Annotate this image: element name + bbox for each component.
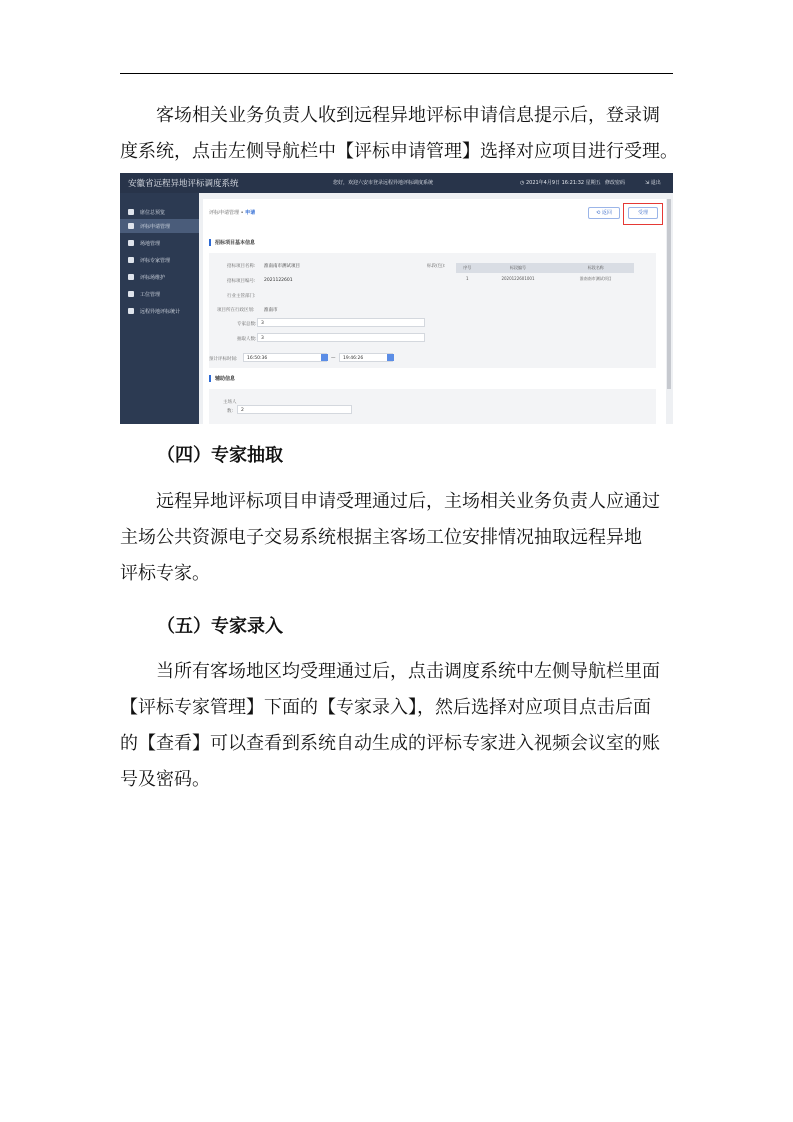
nav-item-venue-management[interactable]: 场地管理 [120, 236, 199, 250]
text-line: 度系统，点击左侧导航栏中【评标申请管理】选择对应项目进行受理。 [120, 141, 678, 162]
nav-item-seat-preview[interactable]: 席位总预览 [120, 205, 199, 219]
paragraph-expert-draw [120, 484, 673, 592]
column-header: 标段名称 [557, 263, 634, 273]
host-count-input[interactable]: 2 [237, 405, 352, 414]
nav-item-expert-management[interactable]: 评标专家管理 [120, 253, 199, 267]
section-title-aux-info: 辅助信息 [209, 375, 660, 382]
field-label: 行业主管部门: [227, 294, 256, 299]
field-label: 标段(包): [427, 264, 446, 269]
section-table [456, 263, 634, 284]
project-code-value: 2021122601 [264, 278, 293, 283]
nav-item-statistics[interactable]: 远程异地评标统计 [120, 304, 199, 318]
table-row[interactable] [456, 273, 634, 284]
text-line: 【评标专家管理】下面的【专家录入】，然后选择对应项目点击后面 [120, 697, 651, 718]
accept-button[interactable]: 受理 [628, 207, 658, 219]
end-time-input[interactable]: 19:46:26 [339, 353, 393, 362]
field-label: 项目所在行政区划: [217, 308, 255, 313]
main-panel [203, 199, 666, 424]
region-value: 淮南市 [264, 308, 278, 313]
field-label: 主场人 [223, 400, 237, 405]
table-header-row [456, 263, 634, 273]
dashboard-icon [128, 209, 134, 215]
heading-expert-draw: （四）专家抽取 [157, 445, 283, 466]
table-cell: 淮南南市测试项目 [579, 275, 612, 281]
field-label: 抽取人数: [237, 337, 257, 342]
table-cell: 1 [465, 276, 469, 281]
scrollbar[interactable] [667, 199, 671, 389]
aux-info-box [209, 389, 656, 424]
grid-icon [128, 223, 134, 229]
heading-expert-entry: （五）专家录入 [157, 616, 283, 637]
field-label: 数: [227, 409, 234, 414]
text-line: 的【查看】可以查看到系统自动生成的评标专家进入视频会议室的账 [120, 733, 660, 754]
sidebar [120, 193, 199, 424]
back-button[interactable]: ⟲ 返回 [588, 207, 620, 219]
paragraph-accept [120, 98, 678, 170]
text-line: 客场相关业务负责人收到远程异地评标申请信息提示后，登录调 [156, 105, 660, 126]
header-rule [120, 73, 673, 74]
column-header: 标段编号 [479, 263, 558, 273]
time-separator: — [331, 356, 336, 361]
highlight-box [623, 203, 663, 225]
text-line: 评标专家。 [120, 563, 210, 584]
text-line: 主场公共资源电子交易系统根据主客场工位安排情况抽取远程异地 [120, 527, 642, 548]
field-label: 招标项目名称: [227, 264, 256, 269]
start-time-input[interactable]: 16:50:36 [243, 353, 327, 362]
expert-count-input[interactable]: 3 [257, 318, 425, 327]
change-password-link[interactable]: 修改密码 [605, 180, 626, 186]
datetime-text: ◷ 2021年4月9日 16:21:32 星期五 [520, 180, 601, 186]
paragraph-expert-entry [120, 654, 673, 798]
table-cell: 2020122601001 [501, 276, 535, 281]
chart-icon [128, 308, 134, 314]
calendar-icon[interactable] [387, 354, 394, 361]
section-title-basic-info: 招标项目基本信息 [209, 239, 660, 246]
project-name-value: 淮南南市测试项目 [264, 264, 300, 269]
text-line: 远程异地评标项目申请受理通过后，主场相关业务负责人应通过 [156, 491, 660, 512]
app-title: 安徽省远程异地评标调度系统 [128, 179, 239, 189]
tool-icon [128, 274, 134, 280]
system-screenshot [120, 173, 673, 424]
field-label: 招标项目编号: [227, 279, 256, 284]
expert-icon [128, 257, 134, 263]
text-line: 当所有客场地区均受理通过后，点击调度系统中左侧导航栏里面 [156, 661, 660, 682]
breadcrumb: 评标申请管理 • 申请 [209, 210, 256, 216]
calendar-icon[interactable] [321, 354, 328, 361]
app-top-bar [120, 173, 673, 193]
column-header: 序号 [456, 263, 479, 273]
nav-item-eval-application[interactable]: 评标申请管理 [120, 219, 199, 233]
breadcrumb-current: 申请 [245, 210, 256, 216]
field-label: 专家总数: [237, 322, 257, 327]
seat-icon [128, 291, 134, 297]
text-line: 号及密码。 [120, 769, 210, 790]
nav-item-seat-management[interactable]: 工位管理 [120, 287, 199, 301]
nav-item-venue-maintenance[interactable]: 评标场维护 [120, 270, 199, 284]
logout-link[interactable]: ⇲ 退出 [645, 180, 661, 186]
person-icon [128, 240, 134, 246]
field-label: 预计评标时间: [209, 357, 238, 362]
welcome-text: 您好，欢迎六安市登录远程异地评标调度系统 [333, 180, 434, 186]
draw-count-input[interactable]: 3 [257, 333, 425, 342]
